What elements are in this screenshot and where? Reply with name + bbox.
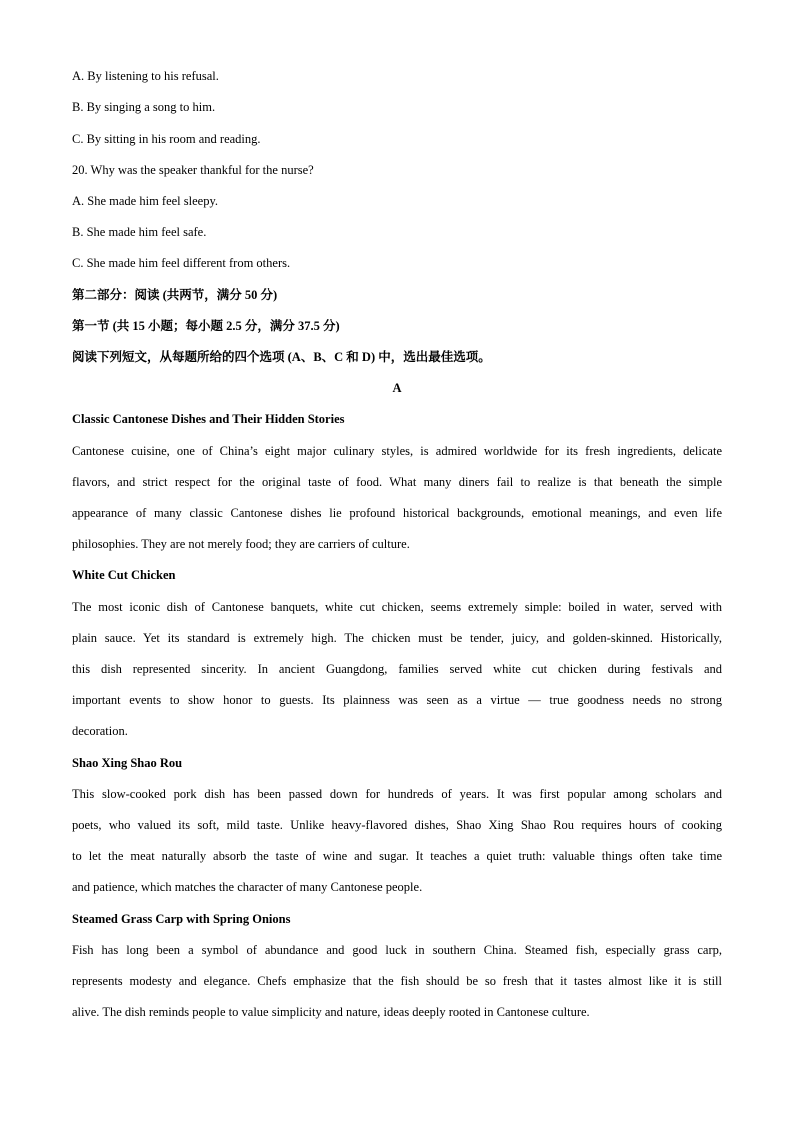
q20-question: 20. Why was the speaker thankful for the nurse? bbox=[72, 163, 314, 177]
q20-option-c: C. She made him feel different from others. bbox=[72, 256, 291, 270]
q20-option-a: A. She made him feel sleepy. bbox=[72, 194, 219, 208]
dish-line: represents modesty and elegance. Chefs emphasize that the fish should be so fresh that it tastes almost like it is still bbox=[72, 974, 722, 988]
intro-line: philosophies. They are not merely food; they are carriers of culture. bbox=[72, 537, 410, 551]
passage-title: Classic Cantonese Dishes and Their Hidden Stories bbox=[72, 412, 345, 426]
dish-heading: Shao Xing Shao Rou bbox=[72, 756, 183, 770]
passage-label: A bbox=[392, 381, 402, 395]
dish-line: poets, who valued its soft, mild taste. Unlike heavy-flavored dishes, Shao Xing Shao Rou requires hours of cooking bbox=[72, 818, 722, 832]
dish-line: this dish represented sincerity. In ancient Guangdong, families served white cut chicken during festivals and bbox=[72, 662, 722, 676]
part-title: 第二部分：阅读 (共两节，满分 50 分) bbox=[72, 288, 278, 302]
dish-heading: White Cut Chicken bbox=[72, 568, 176, 582]
dish-line: plain sauce. Yet its standard is extremely high. The chicken must be tender, juicy, and golden-skinned. Historically, bbox=[72, 631, 722, 645]
dish-line: and patience, which matches the character of many Cantonese people. bbox=[72, 880, 423, 894]
q19-option-b: B. By singing a song to him. bbox=[72, 100, 216, 114]
subsection-title: 第一节 (共 15 小题；每小题 2.5 分，满分 37.5 分) bbox=[72, 319, 340, 333]
dish-line: This slow-cooked pork dish has been passed down for hundreds of years. It was first popular among scholars and bbox=[72, 787, 722, 801]
intro-line: appearance of many classic Cantonese dishes lie profound historical backgrounds, emotional meanings, and even life bbox=[72, 506, 722, 520]
dish-line: important events to show honor to guests. Its plainness was seen as a virtue — true goodness needs no strong bbox=[72, 693, 722, 707]
dish-line: decoration. bbox=[72, 724, 128, 738]
q19-option-a: A. By listening to his refusal. bbox=[72, 69, 219, 83]
q20-option-b: B. She made him feel safe. bbox=[72, 225, 207, 239]
dish-line: Fish has long been a symbol of abundance and good luck in southern China. Steamed fish, especially grass carp, bbox=[72, 943, 722, 957]
intro-line: Cantonese cuisine, one of China’s eight major culinary styles, is admired worldwide for its fresh ingredients, delicate bbox=[72, 444, 722, 458]
dish-line: alive. The dish reminds people to value simplicity and nature, ideas deeply rooted in Cantonese culture. bbox=[72, 1005, 590, 1019]
dish-line: to let the meat naturally absorb the taste of wine and sugar. It teaches a quiet truth: valuable things often take time bbox=[72, 849, 722, 863]
dish-heading: Steamed Grass Carp with Spring Onions bbox=[72, 912, 291, 926]
instruction: 阅读下列短文，从每题所给的四个选项 (A、B、C 和 D) 中，选出最佳选项。 bbox=[72, 350, 491, 364]
q19-option-c: C. By sitting in his room and reading. bbox=[72, 132, 261, 146]
intro-line: flavors, and strict respect for the original taste of food. What many diners fail to realize is that beneath the simple bbox=[72, 475, 722, 489]
dish-line: The most iconic dish of Cantonese banquets, white cut chicken, seems extremely simple: boiled in water, served with bbox=[72, 600, 722, 614]
